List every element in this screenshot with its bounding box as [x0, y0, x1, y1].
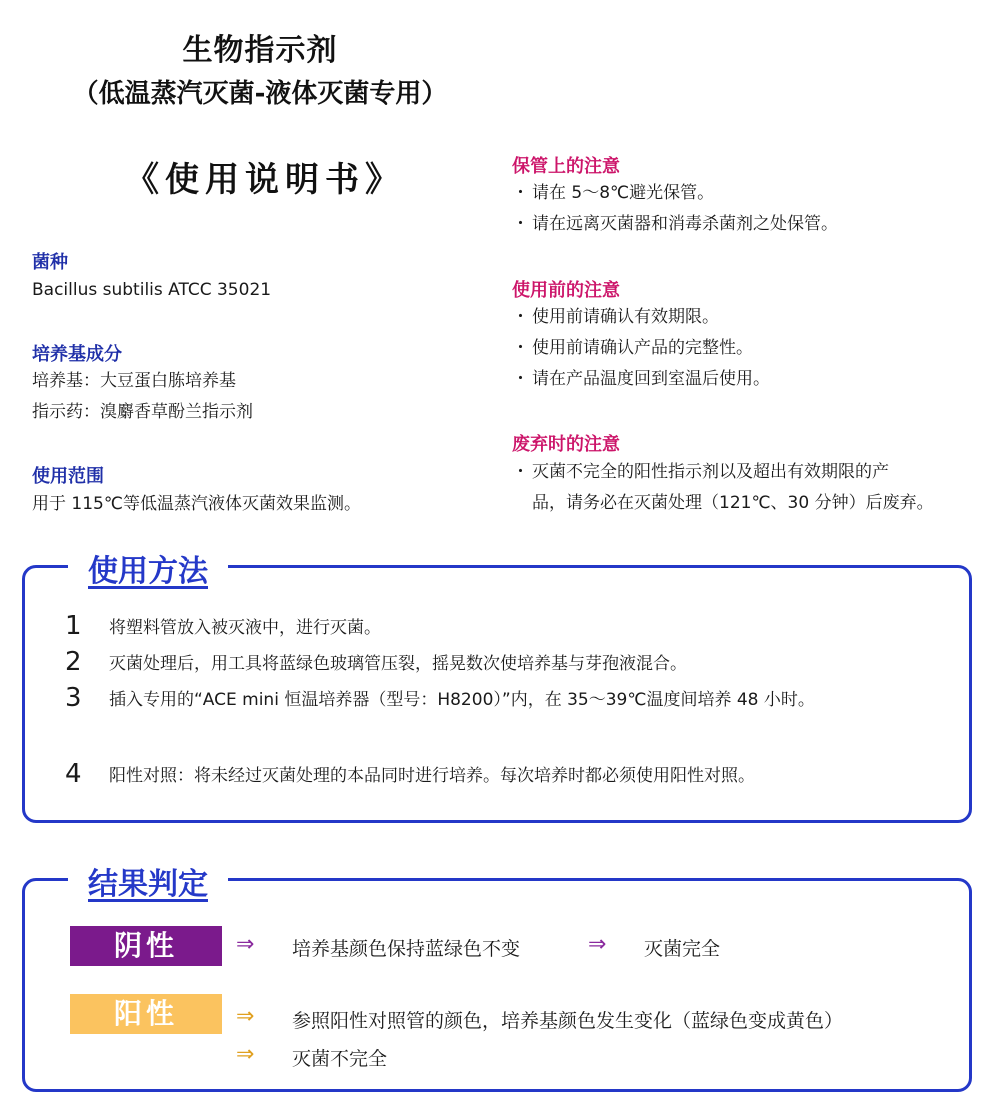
method-title: 使用方法 — [68, 546, 228, 590]
negative-conclusion: 灭菌完全 — [644, 938, 721, 960]
before-use-heading: 使用前的注意 — [512, 280, 620, 301]
scope-heading: 使用范围 — [32, 466, 104, 487]
positive-badge: 阳性 — [70, 994, 222, 1034]
arrow-icon: ⇒ — [236, 932, 255, 957]
list-item: ・ 请在远离灭菌器和消毒杀菌剂之处保管。 — [512, 214, 838, 234]
positive-conclusion: 灭菌不完全 — [292, 1048, 388, 1070]
negative-badge: 阴性 — [70, 926, 222, 966]
document-title: 生物指示剂 — [182, 33, 338, 68]
arrow-icon: ⇒ — [588, 932, 607, 957]
disposal-text: ・ 灭菌不完全的阳性指示剂以及超出有效期限的产 品，请务必在灭菌处理（121℃、30 分钟）后废弃。 — [512, 462, 934, 513]
list-item: ・ 请在产品温度回到室温后使用。 — [512, 369, 770, 389]
result-box — [22, 878, 972, 1092]
arrow-icon: ⇒ — [236, 1004, 255, 1029]
scope-text: 用于 115℃等低温蒸汽液体灭菌效果监测。 — [32, 494, 361, 514]
medium-heading: 培养基成分 — [32, 344, 122, 365]
strain-text: Bacillus subtilis ATCC 35021 — [32, 280, 272, 300]
medium-line-2: 指示药：溴麝香草酚兰指示剂 — [32, 402, 253, 422]
disposal-heading: 废弃时的注意 — [512, 434, 620, 455]
arrow-icon: ⇒ — [236, 1042, 255, 1067]
storage-heading: 保管上的注意 — [512, 156, 620, 177]
result-title: 结果判定 — [68, 859, 228, 903]
list-item: ・ 使用前请确认有效期限。 — [512, 307, 719, 327]
manual-title: 《使用说明书》 — [125, 160, 405, 200]
document-subtitle: （低温蒸汽灭菌-液体灭菌专用） — [72, 79, 448, 109]
list-item: ・ 请在 5～8℃避光保管。 — [512, 183, 715, 203]
strain-heading: 菌种 — [32, 252, 68, 273]
negative-text: 培养基颜色保持蓝绿色不变 — [292, 938, 521, 960]
storage-list — [512, 178, 982, 240]
list-item: ・ 使用前请确认产品的完整性。 — [512, 338, 753, 358]
before-use-list — [512, 302, 982, 395]
medium-line-1: 培养基：大豆蛋白胨培养基 — [32, 371, 236, 391]
positive-text: 参照阳性对照管的颜色，培养基颜色发生变化（蓝绿色变成黄色） — [292, 1010, 844, 1032]
